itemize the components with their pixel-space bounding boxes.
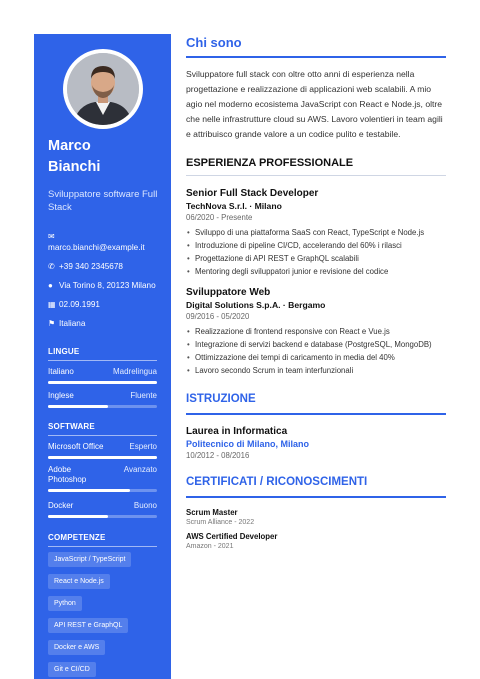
job-bullet: • Introduzione di pipeline CI/CD, accelerando del 60% i rilasci — [186, 240, 446, 252]
language-level-bar — [48, 381, 157, 384]
certificates-title: CERTIFICATI / RICONOSCIMENTI — [186, 474, 446, 498]
job-bullets — [186, 227, 446, 278]
calendar-icon: ▦ — [48, 300, 56, 309]
skill-tag: Python — [48, 596, 82, 611]
job-bullet: • Sviluppo di una piattaforma SaaS con React, TypeScript e Node.js — [186, 227, 446, 239]
education-entry — [186, 426, 446, 460]
job-bullet: • Mentoring degli sviluppatori junior e revisione del codice — [186, 266, 446, 278]
software-level: Esperto — [129, 442, 157, 451]
job-dates: 06/2020 - Presente — [186, 213, 253, 222]
software-name: Docker — [48, 501, 74, 510]
skill-tags — [48, 552, 163, 679]
software-level-bar — [48, 456, 157, 459]
skill-tag: React e Node.js — [48, 574, 110, 589]
skill-tag: JavaScript / TypeScript — [48, 552, 131, 567]
last-name: Bianchi — [48, 159, 101, 175]
software-title: SOFTWARE — [48, 422, 157, 436]
education-title: ISTRUZIONE — [186, 391, 446, 415]
language-level: Madrelingua — [112, 367, 157, 376]
sidebar — [34, 34, 171, 679]
software-level-bar — [48, 489, 157, 492]
job-company: Digital Solutions S.p.A. · Bergamo — [186, 300, 326, 310]
nationality-text: Italiana — [59, 319, 86, 328]
contact-email — [48, 231, 168, 253]
certificate-entry — [186, 532, 446, 552]
first-name: Marco — [48, 138, 91, 154]
software-level: Buono — [133, 501, 157, 510]
job-title: Sviluppatore Web — [186, 287, 271, 298]
contact-address — [48, 280, 168, 291]
skill-tag: Git e CI/CD — [48, 662, 96, 677]
certificate-meta: Amazon - 2021 — [186, 543, 234, 550]
language-item — [48, 367, 157, 384]
languages-title: LINGUE — [48, 347, 157, 361]
person-portrait-icon — [67, 53, 139, 125]
experience-title: ESPERIENZA PROFESSIONALE — [186, 156, 446, 176]
degree-title: Laurea in Informatica — [186, 426, 288, 437]
person-name — [48, 136, 163, 178]
main-content — [186, 34, 446, 552]
contact-phone — [48, 261, 168, 272]
flag-icon: ⚑ — [48, 319, 56, 328]
job-bullet: • Lavoro secondo Scrum in team interfunzionali — [186, 365, 446, 377]
software-item — [48, 465, 157, 492]
certificate-name: Scrum Master — [186, 508, 238, 517]
software-name: Adobe Photoshop — [48, 465, 87, 484]
envelope-icon: ✉ — [48, 232, 55, 241]
certificate-name: AWS Certified Developer — [186, 532, 278, 541]
language-name: Inglese — [48, 391, 74, 400]
map-pin-icon: ● — [48, 281, 53, 290]
education-dates: 10/2012 - 08/2016 — [186, 451, 250, 460]
skill-tag: API REST e GraphQL — [48, 618, 128, 633]
certificate-meta: Scrum Alliance - 2022 — [186, 519, 255, 526]
contact-list — [48, 231, 168, 329]
job-dates: 09/2016 - 05/2020 — [186, 312, 250, 321]
software-item — [48, 501, 157, 518]
avatar — [63, 49, 143, 129]
job-company: TechNova S.r.l. · Milano — [186, 201, 282, 211]
software-level-bar — [48, 515, 157, 518]
job-bullet: • Integrazione di servizi backend e database (PostgreSQL, MongoDB) — [186, 339, 446, 351]
about-text: Sviluppatore full stack con oltre otto anni di esperienza nella progettazione e realizzazione di applicazioni web scalabili. A mio agio nel moderno ecosistema JavaScript con React e Node.js, oltre che nelle infrastrutture cloud su AWS. Lavoro volentieri in team agili e attribuisco grande valore a un codice pulito e testabile. — [186, 69, 443, 139]
software-name: Microsoft Office — [48, 442, 104, 451]
job-bullet: • Ottimizzazione dei tempi di caricamento in media del 40% — [186, 352, 446, 364]
language-level: Fluente — [130, 391, 157, 400]
skill-tag: Docker e AWS — [48, 640, 105, 655]
certificate-entry — [186, 508, 446, 528]
language-name: Italiano — [48, 367, 74, 376]
job-role: Sviluppatore software Full Stack — [48, 189, 158, 213]
email-text: marco.bianchi@example.it — [48, 243, 145, 252]
job-entry — [186, 286, 446, 377]
about-title: Chi sono — [186, 34, 446, 58]
job-entry — [186, 187, 446, 278]
language-level-bar — [48, 405, 157, 408]
birthdate-text: 02.09.1991 — [59, 300, 100, 309]
job-bullet: • Progettazione di API REST e GraphQL scalabili — [186, 253, 446, 265]
phone-icon: ✆ — [48, 262, 55, 271]
software-level: Avanzato — [123, 465, 157, 474]
language-item — [48, 391, 157, 408]
phone-text: +39 340 2345678 — [59, 262, 123, 271]
software-item — [48, 442, 157, 459]
job-bullets — [186, 326, 446, 377]
job-title: Senior Full Stack Developer — [186, 188, 319, 199]
job-bullet: • Realizzazione di frontend responsive con React e Vue.js — [186, 326, 446, 338]
contact-birthdate — [48, 299, 168, 310]
contact-nationality — [48, 318, 168, 329]
address-text: Via Torino 8, 20123 Milano — [59, 281, 156, 290]
school-name: Politecnico di Milano, Milano — [186, 439, 310, 449]
skills-title: COMPETENZE — [48, 533, 157, 547]
